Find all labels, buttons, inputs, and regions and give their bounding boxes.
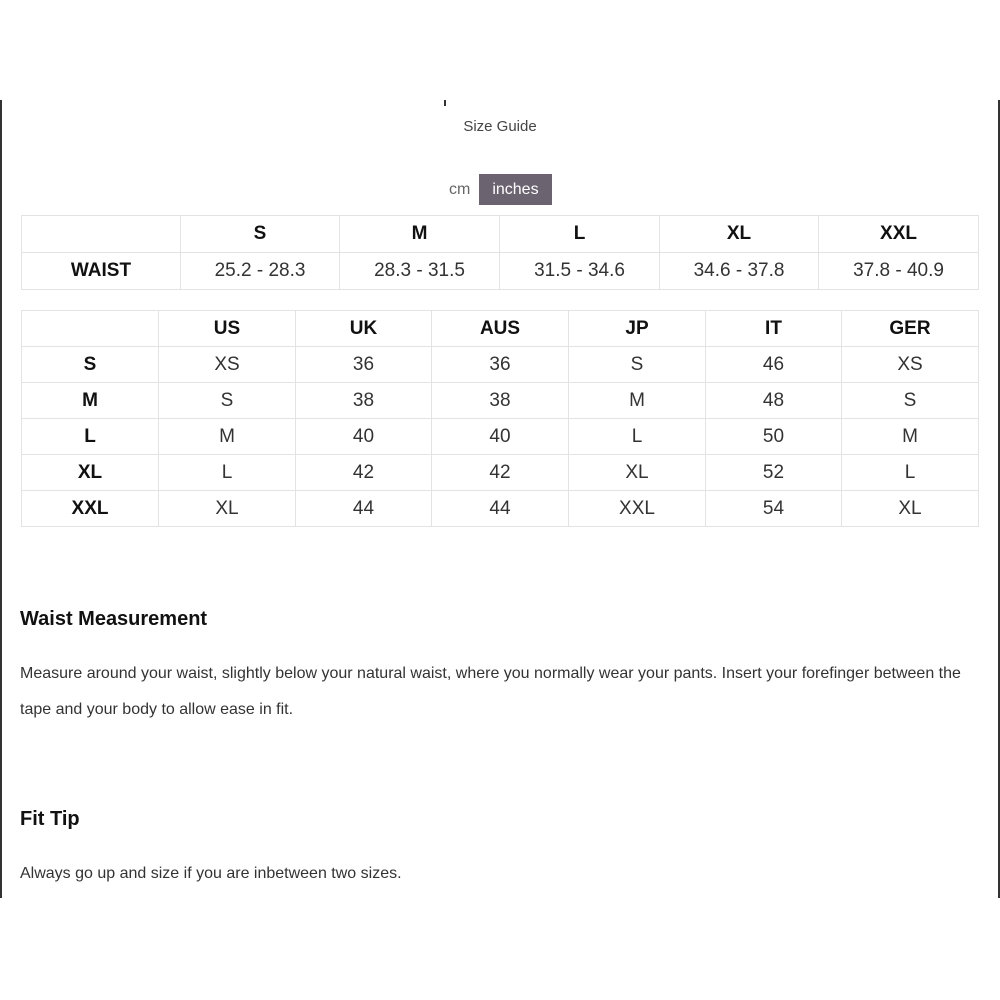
table-cell: 40 [432, 419, 569, 455]
column-header: S [181, 216, 340, 253]
table-cell: 25.2 - 28.3 [181, 253, 340, 290]
table-cell: XS [842, 347, 979, 383]
table-cell: XS [159, 347, 296, 383]
table-cell: 38 [296, 383, 432, 419]
row-header: L [22, 419, 159, 455]
table-cell: XL [842, 491, 979, 527]
table-row [22, 253, 979, 290]
column-header: US [159, 311, 296, 347]
frame-tick-mark [444, 100, 446, 106]
table-cell: XL [569, 455, 706, 491]
table-corner-cell [22, 216, 181, 253]
table-cell: 54 [706, 491, 842, 527]
column-header: XL [660, 216, 819, 253]
table-cell: 44 [296, 491, 432, 527]
row-header: XL [22, 455, 159, 491]
size-conversion-table [21, 310, 979, 527]
column-header: XXL [819, 216, 979, 253]
table-cell: 50 [706, 419, 842, 455]
table-cell: S [159, 383, 296, 419]
table-cell: 34.6 - 37.8 [660, 253, 819, 290]
unit-inches-button[interactable]: inches [479, 174, 551, 205]
row-header: WAIST [22, 253, 181, 290]
column-header: L [500, 216, 660, 253]
fit-tip-heading: Fit Tip [20, 808, 80, 830]
table-cell: XL [159, 491, 296, 527]
table-cell: 31.5 - 34.6 [500, 253, 660, 290]
table-cell: 42 [432, 455, 569, 491]
table-cell: M [842, 419, 979, 455]
column-header: M [340, 216, 500, 253]
table-cell: L [159, 455, 296, 491]
row-header: M [22, 383, 159, 419]
column-header: GER [842, 311, 979, 347]
table-cell: 44 [432, 491, 569, 527]
table-cell: 37.8 - 40.9 [819, 253, 979, 290]
table-row [22, 491, 979, 527]
table-cell: M [159, 419, 296, 455]
table-cell: XXL [569, 491, 706, 527]
unit-toggle [440, 174, 552, 205]
column-header: IT [706, 311, 842, 347]
waist-measurement-heading: Waist Measurement [20, 608, 208, 630]
table-row [22, 419, 979, 455]
table-cell: 40 [296, 419, 432, 455]
table-cell: 36 [432, 347, 569, 383]
table-cell: 28.3 - 31.5 [340, 253, 500, 290]
table-corner-cell [22, 311, 159, 347]
table-cell: 48 [706, 383, 842, 419]
table-row [22, 347, 979, 383]
waist-measurement-text: Measure around your waist, slightly below your natural waist, where you normally wear your pants. Insert your forefinger between the tape and your body to allow ease in fit. [20, 665, 961, 718]
unit-cm-button[interactable]: cm [449, 181, 471, 198]
table-cell: S [842, 383, 979, 419]
table-cell: L [569, 419, 706, 455]
table-cell: 38 [432, 383, 569, 419]
table-cell: M [569, 383, 706, 419]
table-header-row [22, 311, 979, 347]
row-header: XXL [22, 491, 159, 527]
fit-tip-text: Always go up and size if you are inbetween two sizes. [20, 865, 402, 882]
table-cell: 52 [706, 455, 842, 491]
table-cell: L [842, 455, 979, 491]
table-cell: 36 [296, 347, 432, 383]
waist-size-table [21, 215, 979, 290]
column-header: AUS [432, 311, 569, 347]
table-row [22, 383, 979, 419]
row-header: S [22, 347, 159, 383]
table-header-row [22, 216, 979, 253]
column-header: JP [569, 311, 706, 347]
frame-left-border [0, 100, 2, 898]
table-cell: 42 [296, 455, 432, 491]
table-row [22, 455, 979, 491]
table-cell: S [569, 347, 706, 383]
table-cell: 46 [706, 347, 842, 383]
page-title: Size Guide [463, 118, 537, 135]
column-header: UK [296, 311, 432, 347]
